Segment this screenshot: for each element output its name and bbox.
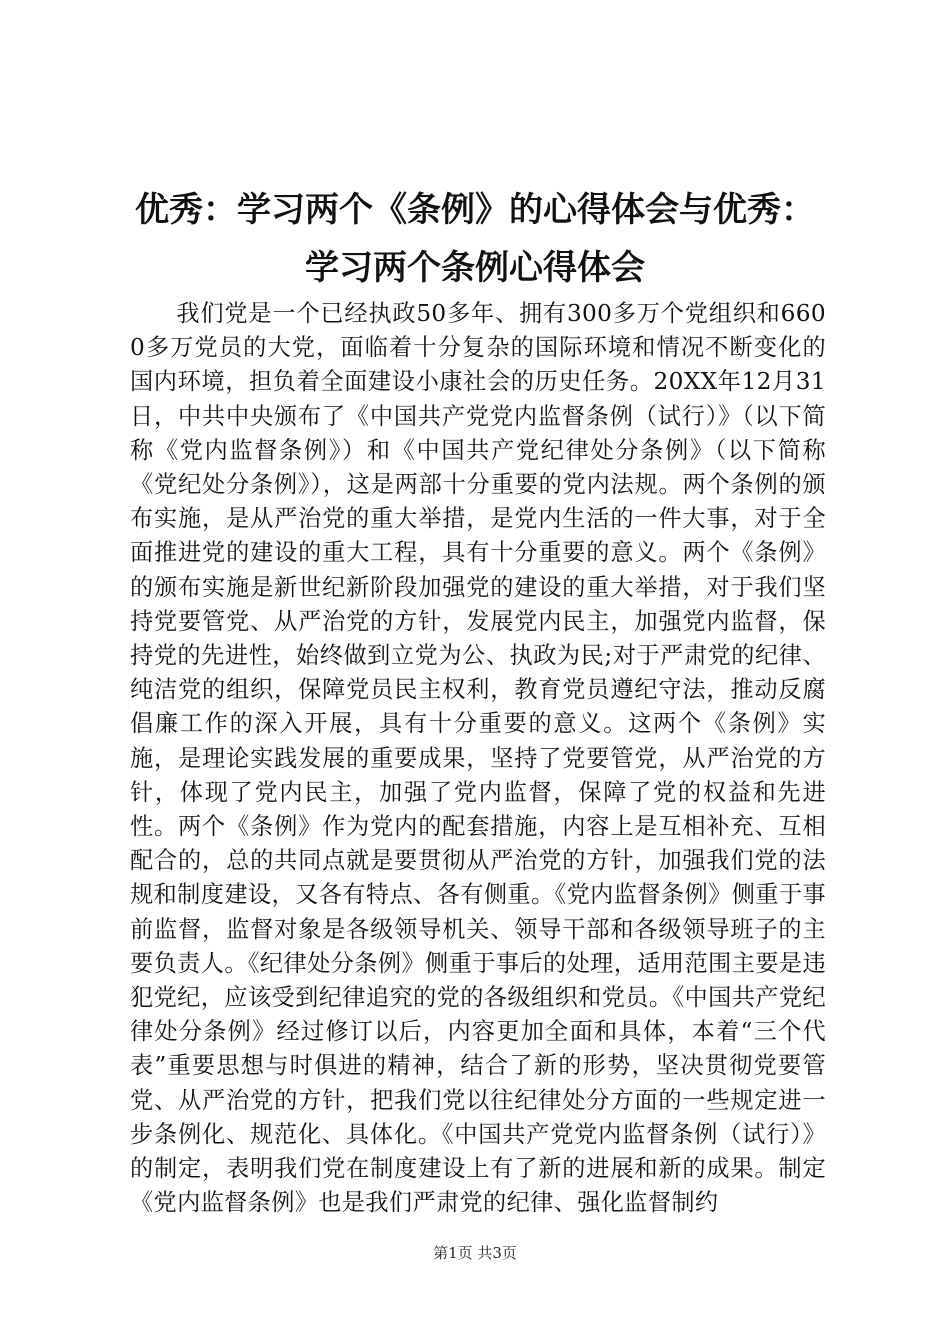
body-paragraph: 我们党是一个已经执政50多年、拥有300多万个党组织和6600多万党员的大党，面临着十分复杂的国际环境和情况不断变化的国内环境，担负着全面建设小康社会的历史任务。20XX年12月31日，中共中央颁布了《中国共产党党内监督条例（试行）》（以下简称《党内监督条例》）和《中国共产党纪律处分条例》（以下简称《党纪处分条例》），这是两部十分重要的党内法规。两个条例的颁布实施，是从严治党的重大举措，是党内生活的一件大事，对于全面推进党的建设的重大工程，具有十分重要的意义。两个《条例》的颁布实施是新世纪新阶段加强党的建设的重大举措，对于我们坚持党要管党、从严治党的方针，发展党内民主，加强党内监督，保持党的先进性，始终做到立党为公、执政为民;对于严肃党的纪律、纯洁党的组织，保障党员民主权利，教育党员遵纪守法，推动反腐倡廉工作的深入开展，具有十分重要的意义。这两个《条例》实施，是理论实践发展的重要成果，坚持了党要管党，从严治党的方针，体现了党内民主，加强了党内监督，保障了党的权益和先进性。两个《条例》作为党内的配套措施，内容上是互相补充、互相配合的，总的共同点就是要贯彻从严治党的方针，加强我们党的法规和制度建设，又各有特点、各有侧重。《党内监督条例》侧重于事前监督，监督对象是各级领导机关、领导干部和各级领导班子的主要负责人。《纪律处分条例》侧重于事后的处理，适用范围主要是违犯党纪，应该受到纪律追究的党的各级组织和党员。《中国共产党纪律处分条例》经过修订以后，内容更加全面和具体，本着“三个代表”重要思想与时俱进的精神，结合了新的形势，坚决贯彻党要管党、从严治党的方针，把我们党以往纪律处分方面的一些规定进一步条例化、规范化、具体化。《中国共产党党内监督条例（试行）》的制定，表明我们党在制度建设上有了新的进展和新的成果。制定《党内监督条例》也是我们严肃党的纪律、强化监督制约 [130,300,826,1217]
page-indicator: 第1页 共3页 [433,1244,517,1262]
document-title-line-1: 优秀：学习两个《条例》的心得体会与优秀： [135,190,815,230]
document-title-line-2: 学习两个条例心得体会 [305,248,645,288]
